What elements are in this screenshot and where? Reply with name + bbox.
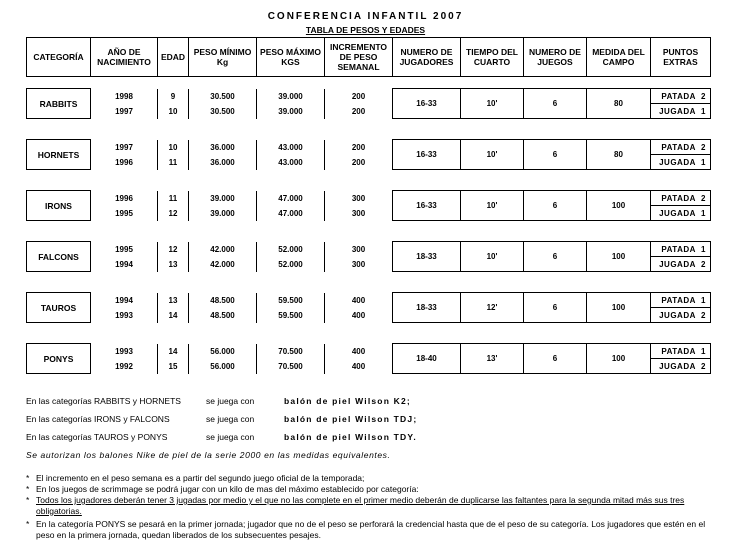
col-header-campo: MEDIDA DEL CAMPO bbox=[587, 38, 651, 77]
field-size: 100 bbox=[587, 191, 651, 221]
weekly-increment: 200 bbox=[325, 104, 393, 119]
category-block-hornets bbox=[26, 139, 711, 170]
ball-note-suffix: balón de piel Wilson K2; bbox=[284, 396, 411, 406]
player-count: 16-33 bbox=[393, 89, 461, 119]
age: 13 bbox=[158, 293, 189, 308]
game-count: 6 bbox=[524, 242, 587, 272]
weekly-increment: 300 bbox=[325, 206, 393, 221]
field-size: 80 bbox=[587, 89, 651, 119]
max-weight: 70.500 bbox=[257, 344, 325, 359]
age: 14 bbox=[158, 344, 189, 359]
category-block-rabbits bbox=[26, 88, 711, 119]
weekly-increment: 300 bbox=[325, 242, 393, 257]
quarter-time: 10' bbox=[461, 140, 524, 170]
category-name: TAUROS bbox=[27, 293, 91, 323]
age: 11 bbox=[158, 155, 189, 170]
min-weight: 30.500 bbox=[189, 89, 257, 104]
ball-note-prefix: En las categorías RABBITS y HORNETS bbox=[26, 396, 181, 406]
max-weight: 47.000 bbox=[257, 191, 325, 206]
extra-points: PATADA 2 bbox=[651, 191, 711, 206]
extra-points: PATADA 2 bbox=[651, 140, 711, 155]
note-3 bbox=[26, 495, 716, 516]
weekly-increment: 400 bbox=[325, 293, 393, 308]
ball-note-mid: se juega con bbox=[206, 396, 255, 406]
birth-year: 1996 bbox=[91, 155, 158, 170]
game-count: 6 bbox=[524, 191, 587, 221]
age: 10 bbox=[158, 140, 189, 155]
max-weight: 59.500 bbox=[257, 293, 325, 308]
age: 12 bbox=[158, 206, 189, 221]
field-size: 80 bbox=[587, 140, 651, 170]
note-text: En la categoría PONYS se pesará en la primer jornada; jugador que no de el peso se perforará la credencial hasta que de el peso de su categoría. Los jugadores que estén en el peso en la primera jornada, quedan liberados de los subsecuentes pesajes. bbox=[36, 519, 706, 540]
category-name: RABBITS bbox=[27, 89, 91, 119]
min-weight: 39.000 bbox=[189, 206, 257, 221]
birth-year: 1993 bbox=[91, 344, 158, 359]
ball-note-prefix: En las categorías TAUROS y PONYS bbox=[26, 432, 168, 442]
category-block-falcons bbox=[26, 241, 711, 272]
ball-note-mid: se juega con bbox=[206, 432, 255, 442]
header-table bbox=[26, 37, 711, 77]
weekly-increment: 400 bbox=[325, 359, 393, 374]
max-weight: 52.000 bbox=[257, 242, 325, 257]
quarter-time: 13' bbox=[461, 344, 524, 374]
quarter-time: 10' bbox=[461, 89, 524, 119]
extra-points: JUGADA 2 bbox=[651, 359, 711, 374]
player-count: 18-33 bbox=[393, 293, 461, 323]
max-weight: 43.000 bbox=[257, 140, 325, 155]
weekly-increment: 400 bbox=[325, 344, 393, 359]
note-text: En los juegos de scrimmage se podrá jugar con un kilo de mas del máximo establecido por categoría: bbox=[36, 484, 419, 494]
col-header-peso-max: PESO MÁXIMO KGS bbox=[257, 38, 325, 77]
birth-year: 1994 bbox=[91, 293, 158, 308]
note-text: Todos los jugadores deberán tener 3 jugadas por medio y el que no las complete en el primer medio deberán de duplicarse las faltantes para la segunda mitad más sus tres obligatorias. bbox=[36, 495, 685, 516]
col-header-categoria: CATEGORÍA bbox=[27, 38, 91, 77]
age: 12 bbox=[158, 242, 189, 257]
age: 10 bbox=[158, 104, 189, 119]
max-weight: 39.000 bbox=[257, 89, 325, 104]
col-header-puntos: PUNTOS EXTRAS bbox=[651, 38, 711, 77]
weekly-increment: 200 bbox=[325, 155, 393, 170]
birth-year: 1996 bbox=[91, 191, 158, 206]
player-count: 16-33 bbox=[393, 140, 461, 170]
col-header-tiempo: TIEMPO DEL CUARTO bbox=[461, 38, 524, 77]
category-name: HORNETS bbox=[27, 140, 91, 170]
game-count: 6 bbox=[524, 140, 587, 170]
min-weight: 42.000 bbox=[189, 257, 257, 272]
min-weight: 48.500 bbox=[189, 293, 257, 308]
birth-year: 1997 bbox=[91, 140, 158, 155]
birth-year: 1992 bbox=[91, 359, 158, 374]
field-size: 100 bbox=[587, 242, 651, 272]
category-block-ponys bbox=[26, 343, 711, 374]
col-header-edad: EDAD bbox=[158, 38, 189, 77]
birth-year: 1994 bbox=[91, 257, 158, 272]
max-weight: 70.500 bbox=[257, 359, 325, 374]
ball-note-2 bbox=[26, 414, 417, 424]
birth-year: 1997 bbox=[91, 104, 158, 119]
age: 13 bbox=[158, 257, 189, 272]
max-weight: 43.000 bbox=[257, 155, 325, 170]
extra-points: PATADA 1 bbox=[651, 293, 711, 308]
ball-note-suffix: balón de piel Wilson TDJ; bbox=[284, 414, 418, 424]
game-count: 6 bbox=[524, 344, 587, 374]
min-weight: 56.000 bbox=[189, 344, 257, 359]
col-header-peso-min: PESO MÍNIMO Kg bbox=[189, 38, 257, 77]
note-2 bbox=[26, 484, 716, 495]
min-weight: 56.000 bbox=[189, 359, 257, 374]
category-block-tauros bbox=[26, 292, 711, 323]
document-title: CONFERENCIA INFANTIL 2007 bbox=[267, 11, 464, 22]
min-weight: 36.000 bbox=[189, 155, 257, 170]
player-count: 18-33 bbox=[393, 242, 461, 272]
quarter-time: 10' bbox=[461, 191, 524, 221]
category-name: IRONS bbox=[27, 191, 91, 221]
field-size: 100 bbox=[587, 344, 651, 374]
nike-note: Se autorizan los balones Nike de piel de la serie 2000 en las medidas equivalentes. bbox=[26, 450, 391, 460]
weekly-increment: 400 bbox=[325, 308, 393, 323]
max-weight: 52.000 bbox=[257, 257, 325, 272]
note-bullet: * bbox=[26, 495, 30, 505]
note-text: El incremento en el peso semana es a partir del segundo juego oficial de la temporada; bbox=[36, 473, 365, 483]
birth-year: 1995 bbox=[91, 206, 158, 221]
note-bullet: * bbox=[26, 484, 30, 494]
weekly-increment: 300 bbox=[325, 257, 393, 272]
min-weight: 30.500 bbox=[189, 104, 257, 119]
min-weight: 48.500 bbox=[189, 308, 257, 323]
document-subtitle: TABLA DE PESOS Y EDADES bbox=[305, 25, 426, 35]
note-bullet: * bbox=[26, 519, 30, 529]
col-header-juegos: NUMERO DE JUEGOS bbox=[524, 38, 587, 77]
min-weight: 42.000 bbox=[189, 242, 257, 257]
age: 15 bbox=[158, 359, 189, 374]
birth-year: 1993 bbox=[91, 308, 158, 323]
weekly-increment: 200 bbox=[325, 140, 393, 155]
col-header-anio: AÑO DE NACIMIENTO bbox=[91, 38, 158, 77]
extra-points: PATADA 2 bbox=[651, 89, 711, 104]
weekly-increment: 200 bbox=[325, 89, 393, 104]
age: 14 bbox=[158, 308, 189, 323]
note-bullet: * bbox=[26, 473, 30, 483]
min-weight: 39.000 bbox=[189, 191, 257, 206]
ball-note-prefix: En las categorías IRONS y FALCONS bbox=[26, 414, 170, 424]
note-1 bbox=[26, 473, 716, 484]
category-block-irons bbox=[26, 190, 711, 221]
quarter-time: 12' bbox=[461, 293, 524, 323]
ball-note-mid: se juega con bbox=[206, 414, 255, 424]
max-weight: 47.000 bbox=[257, 206, 325, 221]
game-count: 6 bbox=[524, 293, 587, 323]
category-name: PONYS bbox=[27, 344, 91, 374]
weekly-increment: 300 bbox=[325, 191, 393, 206]
quarter-time: 10' bbox=[461, 242, 524, 272]
game-count: 6 bbox=[524, 89, 587, 119]
field-size: 100 bbox=[587, 293, 651, 323]
extra-points: JUGADA 1 bbox=[651, 104, 711, 119]
extra-points: PATADA 1 bbox=[651, 242, 711, 257]
max-weight: 59.500 bbox=[257, 308, 325, 323]
age: 9 bbox=[158, 89, 189, 104]
category-name: FALCONS bbox=[27, 242, 91, 272]
min-weight: 36.000 bbox=[189, 140, 257, 155]
birth-year: 1998 bbox=[91, 89, 158, 104]
extra-points: PATADA 1 bbox=[651, 344, 711, 359]
age: 11 bbox=[158, 191, 189, 206]
player-count: 16-33 bbox=[393, 191, 461, 221]
ball-note-1 bbox=[26, 396, 411, 406]
extra-points: JUGADA 1 bbox=[651, 155, 711, 170]
ball-note-suffix: balón de piel Wilson TDY. bbox=[284, 432, 417, 442]
extra-points: JUGADA 1 bbox=[651, 206, 711, 221]
birth-year: 1995 bbox=[91, 242, 158, 257]
extra-points: JUGADA 2 bbox=[651, 257, 711, 272]
max-weight: 39.000 bbox=[257, 104, 325, 119]
col-header-incremento: INCREMENTO DE PESO SEMANAL bbox=[325, 38, 393, 77]
col-header-jugadores: NUMERO DE JUGADORES bbox=[393, 38, 461, 77]
extra-points: JUGADA 2 bbox=[651, 308, 711, 323]
note-4 bbox=[26, 519, 716, 540]
player-count: 18-40 bbox=[393, 344, 461, 374]
ball-note-3 bbox=[26, 432, 417, 442]
